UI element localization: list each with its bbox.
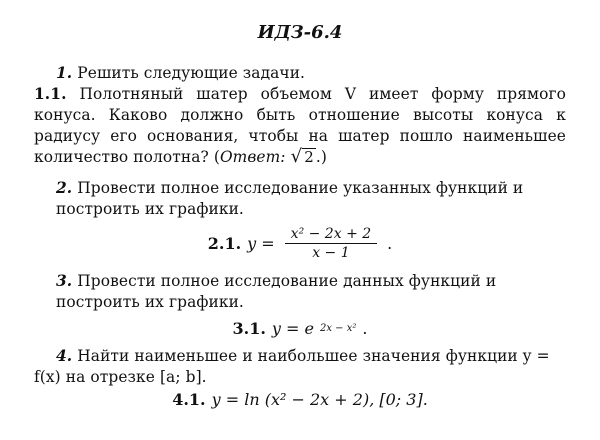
answer-value: 2 xyxy=(304,148,314,166)
answer-sqrt xyxy=(291,148,316,166)
section-2-text: Провести полное исследование указанных функций и построить их графики. xyxy=(56,179,524,218)
formula-4-1 xyxy=(34,390,566,409)
page-title: ИДЗ-6.4 xyxy=(257,22,343,43)
section-1-number: 1. xyxy=(56,64,73,82)
formula-3-1-number: 3.1. xyxy=(232,319,266,338)
section-3-number: 3. xyxy=(56,272,73,290)
formula-2-1: 2.1. y = $\frac{\text{x² − 2x + 2}}{x - 1}$ . xyxy=(207,226,393,261)
formula-3-1: 3.1. y = e 2x − x² . xyxy=(232,319,368,338)
sqrt-symbol-icon: √ xyxy=(290,146,303,167)
formula-2-1-lhs: y = xyxy=(247,234,275,253)
problem-1-1: 1.1. Полотняный шатер объемом V имеет форму прямого конуса. Каково должно быть отношение высоты конуса к радиусу его основания, чтобы на шатер пошло наименьшее количество полотна? (Ответ: √ 2 .) xyxy=(34,85,566,167)
formula-2-1-number: 2.1. xyxy=(207,234,242,253)
section-2-number: 2. xyxy=(56,179,73,197)
section-2 xyxy=(34,178,566,220)
formula-3-1-exponent: 2x − x² xyxy=(320,323,357,334)
section-1-heading-text: Решить следующие задачи. xyxy=(77,64,306,82)
section-1-heading xyxy=(34,63,566,84)
section-4-number: 4. xyxy=(56,347,73,365)
formula-4-1-number: 4.1. xyxy=(172,390,206,409)
problem-1-1-number: 1.1. xyxy=(34,85,67,103)
formula-4-1-body: y = ln (x² − 2x + 2), [0; 3]. xyxy=(211,390,428,409)
section-4-text: Найти наименьшее и наибольшее значения функции y = f(x) на отрезке [a; b]. xyxy=(34,347,550,386)
fraction xyxy=(285,226,377,261)
section-3 xyxy=(34,271,566,313)
answer-label: Ответ: xyxy=(219,148,286,166)
section-3-text: Провести полное исследование данных функций и построить их графики. xyxy=(56,272,497,311)
problem-1-1-text: Полотняный шатер объемом V имеет форму прямого конуса. Каково должно быть отношение высоты конуса к радиусу его основания, чтобы на шатер пошло наименьшее количество полотна? xyxy=(34,85,566,166)
fraction-denominator: x − 1 xyxy=(312,245,350,261)
formula-3-1-lhs: y = e xyxy=(271,319,314,338)
fraction-numerator: x² − 2x + 2 xyxy=(285,226,377,244)
section-4 xyxy=(34,346,566,388)
